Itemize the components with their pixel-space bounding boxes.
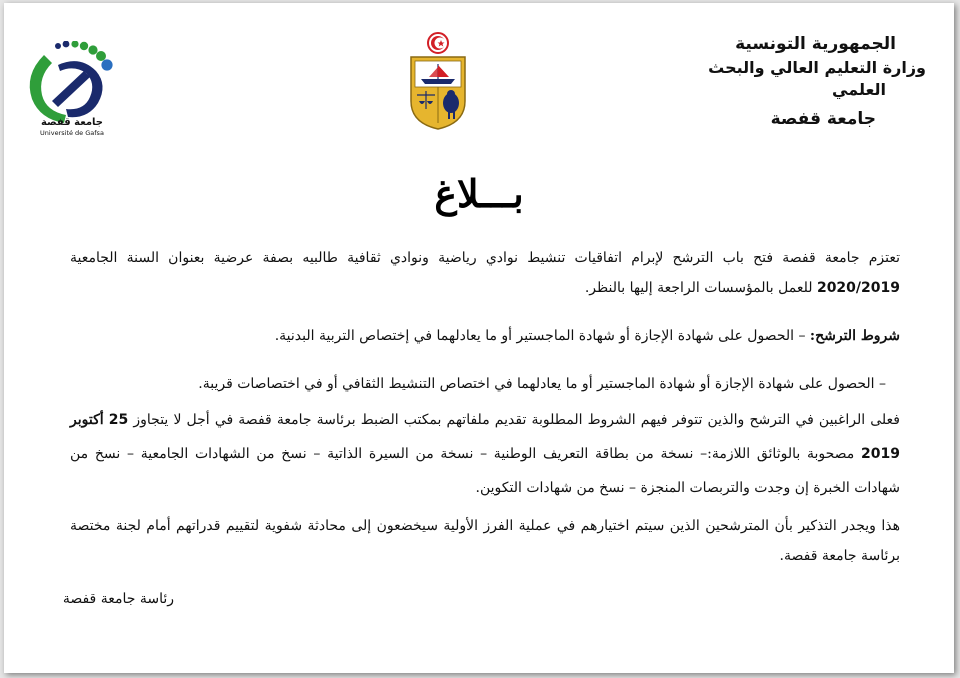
intro-text-end: للعمل بالمؤسسات الراجعة إليها بالنظر.: [584, 280, 813, 296]
paragraph-submission: [70, 403, 900, 505]
notice-title: بـــلاغ: [434, 171, 524, 216]
signature: رئاسة جامعة قفصة: [62, 591, 174, 607]
document-page: [4, 3, 954, 673]
ministry-line: وزارة التعليم العالي والبحث: [708, 58, 926, 77]
deadline-day: 25: [108, 412, 129, 428]
condition-1: – الحصول على شهادة الإجازة أو شهادة الماجستير أو ما يعادلهما في إختصاص التربية البدنية.: [274, 328, 810, 344]
intro-text: تعتزم جامعة قفصة فتح باب الترشح لإبرام اتفاقيات تنشيط نوادي رياضية ونوادي ثقافية طالبيه بصفة عرضية بعنوان السنة الجامعية: [70, 250, 900, 266]
paragraph-reminder: هذا ويجدر التذكير بأن المترشحين الذين سيتم اختيارهم في عملية الفرز الأولية سيخضعون إلى محادثة شفوية لتقييم قدراتهم أمام لجنة مختصة برئاسة جامعة قفصة.: [70, 518, 900, 564]
ministry-masthead: [706, 31, 926, 133]
paragraph-conditions: [70, 321, 900, 351]
paragraph-intro: [70, 243, 900, 303]
ministry-line-2: العلمي: [832, 80, 886, 99]
logo-caption-fr: Université de Gafsa: [40, 129, 104, 137]
submission-text: فعلى الراغبين في الترشح والذين تتوفر فيهم الشروط المطلوبة تقديم ملفاتهم بمكتب الضبط برئاسة جامعة قفصة في أجل لا يتجاوز: [133, 412, 900, 428]
documents-list: مصحوبة بالوثائق اللازمة:– نسخة من بطاقة التعريف الوطنية – نسخة من السيرة الذاتية – نسخ من الشهادات الجامعية – نسخ من شهادات الخبرة إن وجدت والتربصات المنجزة – نسخ من شهادات التكوين.: [70, 446, 900, 496]
conditions-label: شروط الترشح:: [809, 328, 900, 344]
deadline-month: أكتوبر: [70, 412, 104, 428]
logo-caption-ar: جامعة قفصة: [40, 117, 103, 128]
university-line: جامعة قفصة: [770, 109, 876, 129]
tunisia-coat-of-arms-icon: [407, 31, 469, 131]
paragraph-condition-2: – الحصول على شهادة الإجازة أو شهادة الماجستير أو ما يعادلهما في اختصاص التنشيط الثقافي أو في اختصاصات قريبة.: [198, 376, 886, 392]
academic-year: 2020/2019: [816, 280, 900, 296]
republic-line: الجمهورية التونسية: [735, 34, 896, 54]
deadline-year: 2019: [861, 446, 900, 462]
